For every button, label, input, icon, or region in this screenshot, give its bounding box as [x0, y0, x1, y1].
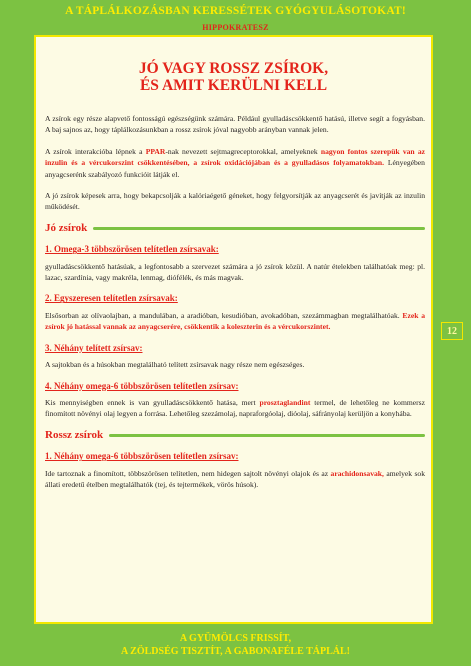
ppar-term: PPAR: [145, 146, 166, 156]
omega6-good-text-a: Kis mennyiségben ennek is van gyulladáscsökkentő hatása, mert: [45, 397, 260, 407]
omega6-good-title: 4. Néhány omega-6 többszörösen telítetlen zsírsav:: [45, 380, 239, 391]
monounsaturated-highlight: Ezek a zsírok jó hatással vannak az anyagcserére, csökkentik a koleszterin és a vércukorszintet.: [45, 310, 425, 332]
omega6-good-text-b: termel, de lehetőleg ne kommersz finomított növényi olaj legyen a forrása. Lehetőleg szezámolaj, napraforgóolaj, dióolaj, sáfrányolaj kerüljön a konyhába.: [45, 397, 425, 419]
omega6-good-text: [45, 397, 425, 420]
content-panel: [34, 35, 433, 624]
page-title: [36, 60, 431, 94]
heading-divider: [109, 434, 425, 437]
header-author: HIPPOKRATESZ: [202, 23, 269, 32]
intro-p2-text-b: -nak nevezett sejtmagreceptorokkal, amelyeknek: [165, 146, 321, 156]
intro-p2-text-c: Lényegében anyagcserénk szabályozó funkcióit látják el.: [45, 158, 425, 179]
prostaglandin-term: prosztaglandint: [259, 397, 311, 407]
monounsaturated-text: [45, 310, 425, 333]
bad-fats-heading-text: Rossz zsírok: [45, 428, 104, 441]
omega6-bad-text-a: Ide tartoznak a finomított, többszörösen telítetlen, nem hidegen sajtolt növényi olajok és az: [45, 468, 331, 478]
footer-line-1: A GYÜMÖLCS FRISSÍT,: [179, 633, 292, 644]
good-fats-heading-text: Jó zsírok: [45, 221, 88, 234]
intro-p2-highlight: nagyon fontos szerepük van az inzulin és a vércukorszint csökkentésében, a zsírok oxidációjában és a gyulladásos folyamatokban.: [45, 146, 425, 168]
omega3-title: 1. Omega-3 többszörösen telítetlen zsírsavak:: [45, 244, 219, 255]
saturated-text: A sajtokban és a húsokban megtalálható telített zsírsavak nagy része nem egészséges.: [45, 360, 305, 370]
intro-p2-text-a: A zsírok interakcióba lépnek a: [45, 146, 146, 156]
saturated-title: 3. Néhány telített zsírsav:: [45, 342, 143, 353]
omega3-text: gyulladáscsökkentő hatásúak, a legfontosabb a szervezet számára a jó zsírok közül. A natúr ételekben találhatóak meg: pl. lazac, szardínia, vagy makréla, lenmag, diófélék, és más magvak.: [45, 261, 425, 283]
title-line-2: ÉS AMIT KERÜLNI KELL: [139, 77, 328, 94]
intro-paragraph-2: [45, 146, 425, 180]
intro-paragraph-1: A zsírok egy része alapvető fontosságú egészségünk számára. Például gyulladáscsökkentő hatású, illetve segít a fogyásban. A baj sajnos az, hogy táplálkozásunkban a rossz zsírok jóval nagyobb arányban vannak jelen.: [45, 114, 425, 135]
footer-line-2: A ZÖLDSÉG TISZTÍT, A GABONAFÉLE TÁPLÁL!: [121, 646, 350, 657]
footer-quote: [0, 632, 471, 658]
arachidonic-term: arachidonsavak,: [330, 468, 384, 478]
title-line-1: JÓ VAGY ROSSZ ZSÍROK,: [138, 60, 329, 77]
omega6-bad-text: [45, 468, 425, 491]
header-quote: A TÁPLÁLKOZÁSBAN KERESSÉTEK GYÓGYULÁSOTOKAT!: [65, 5, 406, 17]
good-fats-heading: [45, 223, 425, 234]
monounsaturated-title: 2. Egyszeresen telítetlen zsírsavak:: [45, 293, 178, 304]
intro-paragraph-3: A jó zsírok képesek arra, hogy bekapcsolják a kalóriaégető géneket, hogy felgyorsítják az anyagcserét és javítják az inzulin működését.: [45, 191, 425, 212]
monounsaturated-text-plain: Elsősorban az olívaolajban, a mandulában, a aradióban, kesudióban, avokadóban, szezámmagban megtalálhatóak.: [45, 310, 403, 320]
page-number: 12: [441, 322, 463, 340]
heading-divider: [93, 227, 425, 230]
article-body: [45, 113, 425, 500]
omega6-bad-title: 1. Néhány omega-6 többszörösen telítetlen zsírsav:: [45, 451, 239, 462]
bad-fats-heading: [45, 430, 425, 441]
omega6-bad-text-b: amelyek sok állati eredetű ételben megtalálhatók (tej, és tejtermékek, vörös húsok).: [45, 468, 425, 489]
